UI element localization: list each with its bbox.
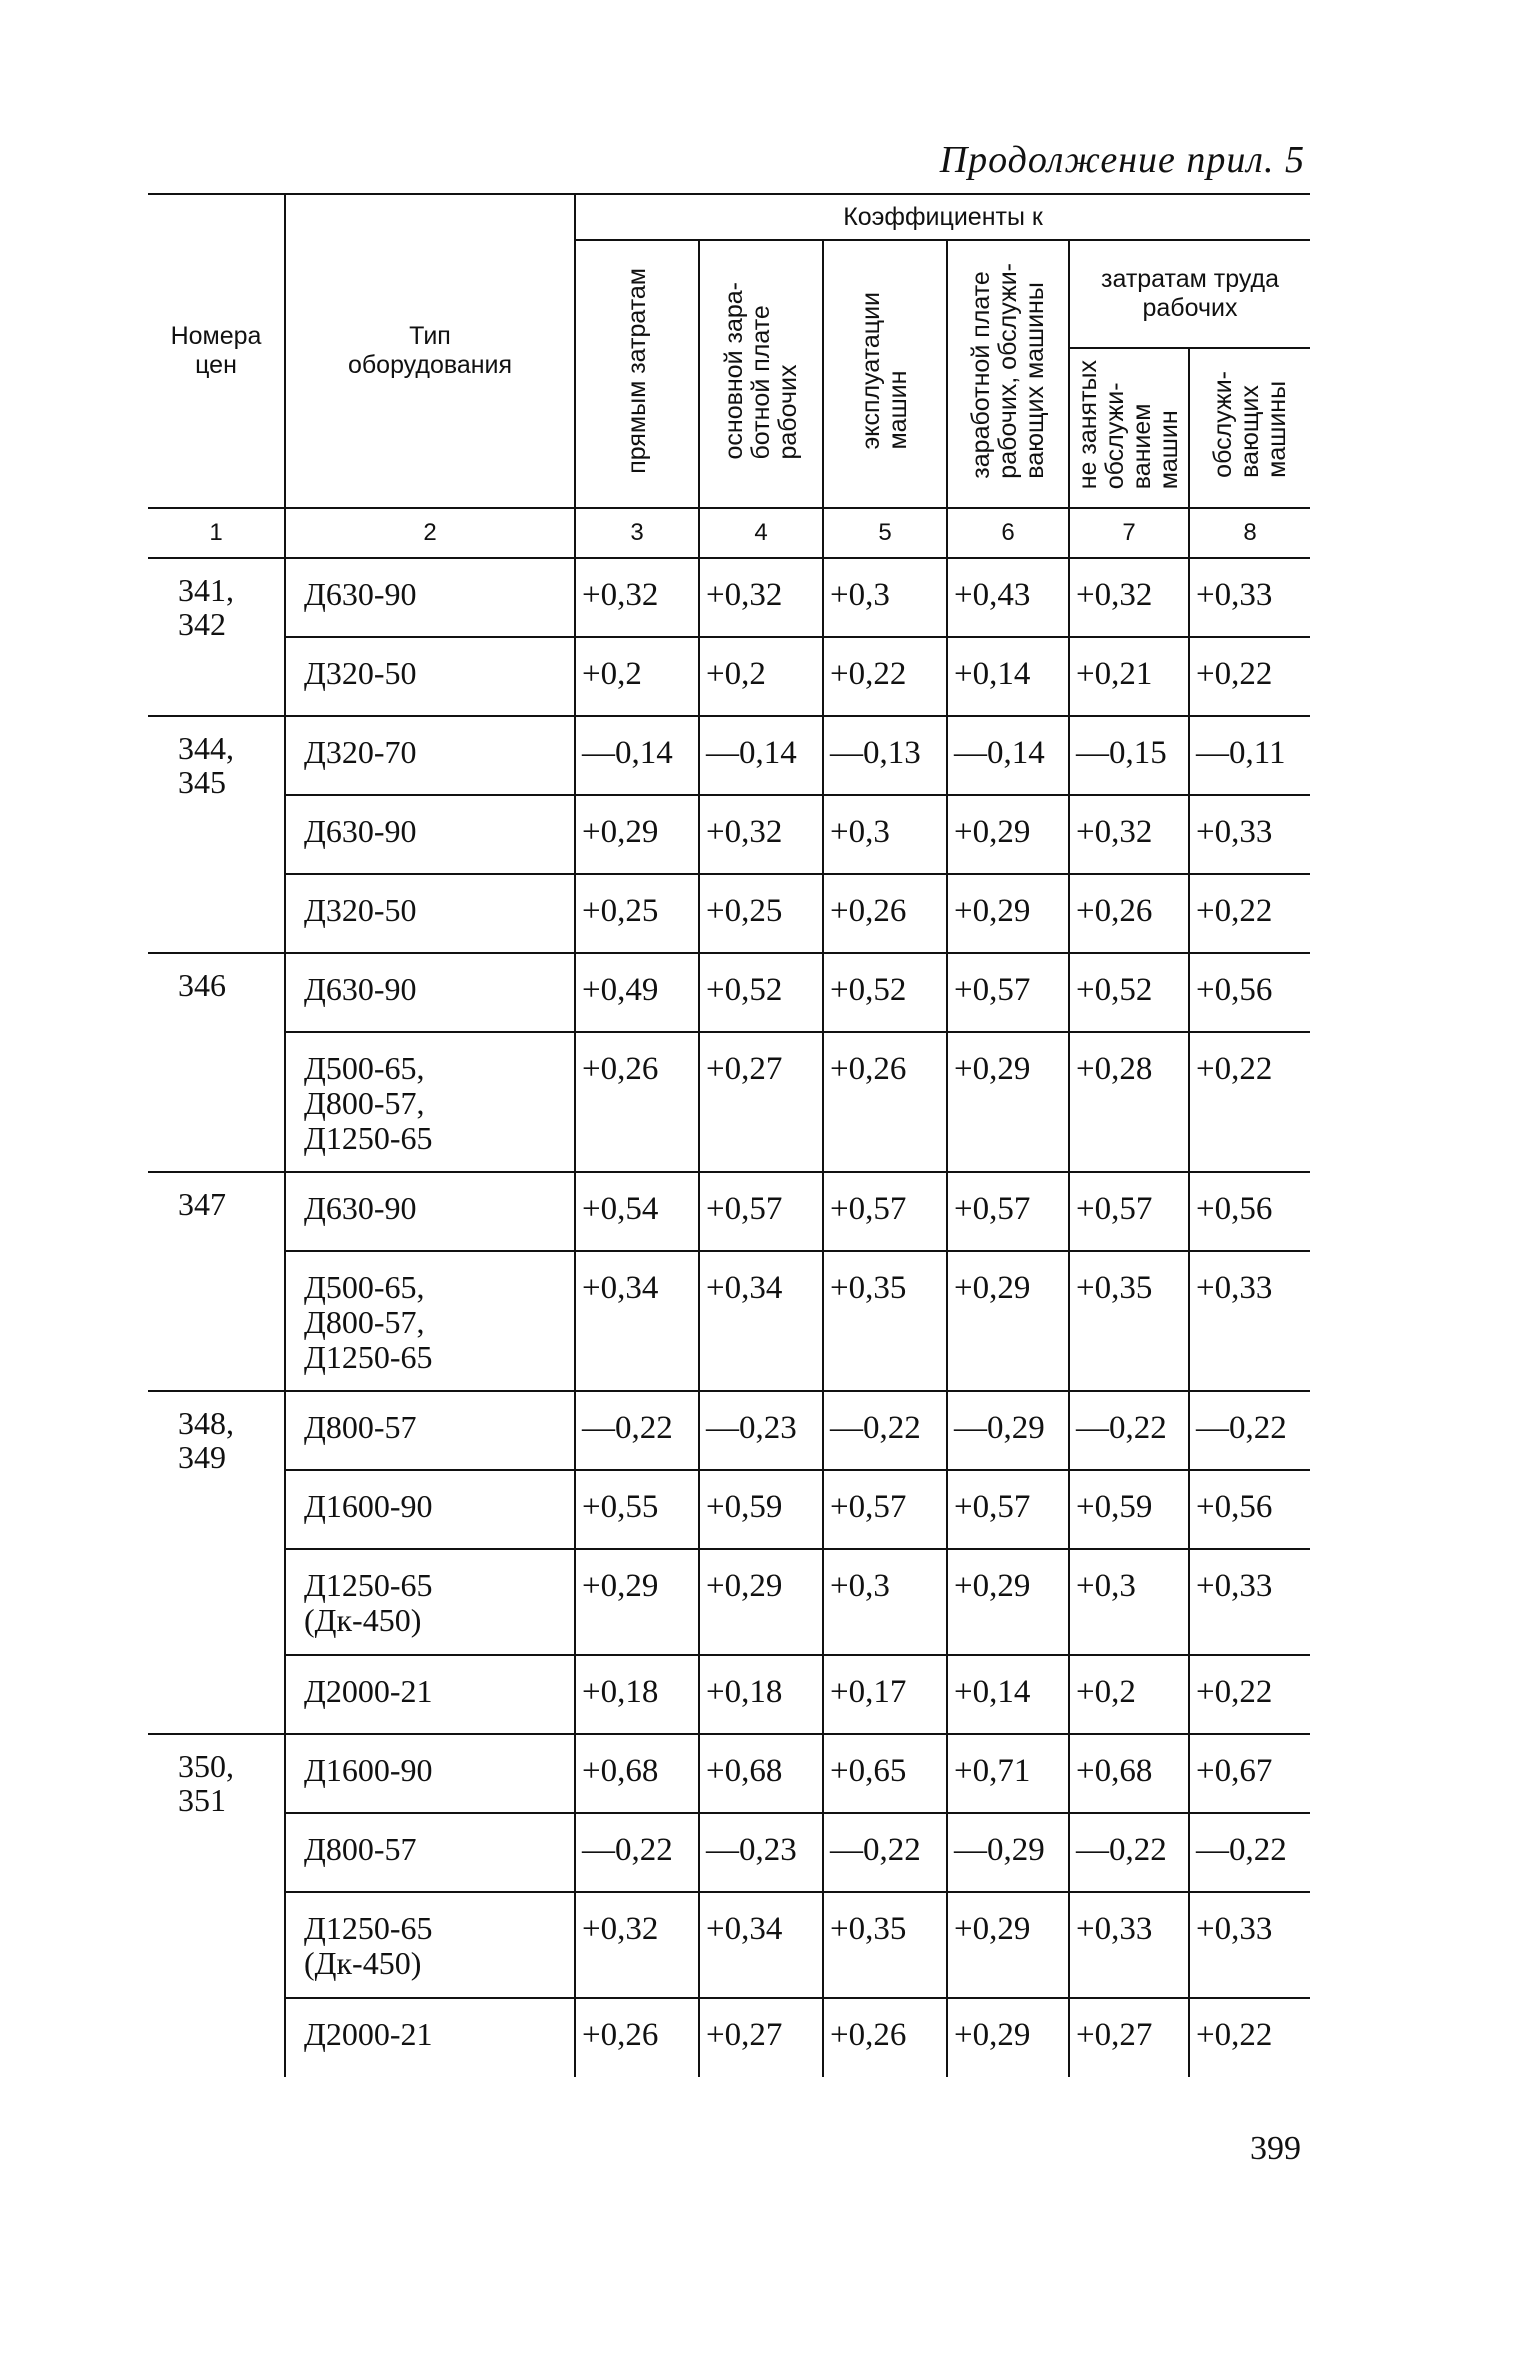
table-row	[148, 637, 1310, 716]
coefficient-value: —0,14	[575, 716, 699, 795]
column-number: 8	[1189, 508, 1310, 558]
coefficient-value: +0,34	[699, 1892, 823, 1998]
coefficient-value: +0,57	[947, 1470, 1069, 1549]
table-row	[148, 1172, 1310, 1251]
coefficient-value: +0,57	[823, 1470, 947, 1549]
coefficient-value: —0,22	[575, 1391, 699, 1470]
coefficient-value: +0,68	[699, 1734, 823, 1813]
coefficient-value: +0,57	[823, 1172, 947, 1251]
equipment-type: Д630-90	[285, 1172, 575, 1251]
equipment-type: Д1600-90	[285, 1470, 575, 1549]
coefficient-value: +0,22	[1189, 1998, 1310, 2077]
price-group-numbers: 344, 345	[148, 716, 285, 953]
coefficient-value: +0,52	[823, 953, 947, 1032]
coefficient-value: +0,56	[1189, 1172, 1310, 1251]
table-row	[148, 1391, 1310, 1470]
coefficient-value: +0,35	[1069, 1251, 1189, 1391]
coefficient-value: +0,22	[1189, 637, 1310, 716]
table-row	[148, 1032, 1310, 1172]
coefficient-value: +0,26	[823, 874, 947, 953]
coefficient-value: +0,29	[575, 795, 699, 874]
equipment-type: Д320-50	[285, 637, 575, 716]
coefficient-value: +0,59	[699, 1470, 823, 1549]
coefficient-value: +0,3	[823, 558, 947, 637]
coefficient-value: +0,26	[575, 1032, 699, 1172]
coefficient-value: +0,34	[575, 1251, 699, 1391]
coefficient-value: —0,15	[1069, 716, 1189, 795]
price-group-numbers: 348, 349	[148, 1391, 285, 1734]
table-row	[148, 1813, 1310, 1892]
coefficient-value: —0,23	[699, 1391, 823, 1470]
coefficient-value: —0,22	[575, 1813, 699, 1892]
coefficient-value: +0,14	[947, 637, 1069, 716]
coefficient-value: +0,52	[1069, 953, 1189, 1032]
coefficient-value: +0,27	[699, 1998, 823, 2077]
coefficient-value: +0,55	[575, 1470, 699, 1549]
coefficient-value: +0,33	[1189, 1549, 1310, 1655]
coefficient-value: —0,23	[699, 1813, 823, 1892]
column-number: 2	[285, 508, 575, 558]
coefficient-value: +0,18	[575, 1655, 699, 1734]
continuation-title: Продолжение прил. 5	[939, 139, 1305, 181]
coefficient-value: +0,22	[1189, 1032, 1310, 1172]
coefficient-value: —0,29	[947, 1813, 1069, 1892]
coefficient-value: +0,22	[823, 637, 947, 716]
coefficient-value: +0,25	[575, 874, 699, 953]
equipment-type: Д800-57	[285, 1813, 575, 1892]
equipment-type: Д320-70	[285, 716, 575, 795]
coefficient-value: —0,29	[947, 1391, 1069, 1470]
equipment-type: Д630-90	[285, 558, 575, 637]
coefficients-table	[148, 193, 1310, 2077]
header-labor: затратам труда рабочих	[1069, 240, 1310, 348]
coefficient-value: —0,14	[947, 716, 1069, 795]
price-group-numbers: 341, 342	[148, 558, 285, 716]
equipment-type: Д630-90	[285, 953, 575, 1032]
coefficient-value: +0,14	[947, 1655, 1069, 1734]
price-group-numbers: 346	[148, 953, 285, 1172]
coefficient-value: +0,32	[699, 558, 823, 637]
equipment-type: Д800-57	[285, 1391, 575, 1470]
coefficient-value: +0,22	[1189, 1655, 1310, 1734]
coefficient-value: +0,33	[1189, 1251, 1310, 1391]
coefficient-value: +0,49	[575, 953, 699, 1032]
coefficient-value: +0,32	[1069, 558, 1189, 637]
coefficient-value: +0,52	[699, 953, 823, 1032]
coefficient-value: +0,29	[947, 795, 1069, 874]
coefficient-value: +0,26	[1069, 874, 1189, 953]
header-col6: заработной плате рабочих, обслужи- вающих машины	[947, 240, 1069, 508]
header-col3: прямым затратам	[575, 240, 699, 508]
column-number: 3	[575, 508, 699, 558]
page-number: 399	[1250, 2130, 1301, 2167]
column-number: 6	[947, 508, 1069, 558]
coefficient-value: +0,26	[823, 1998, 947, 2077]
coefficient-value: +0,33	[1189, 558, 1310, 637]
coefficient-value: +0,2	[1069, 1655, 1189, 1734]
equipment-type: Д320-50	[285, 874, 575, 953]
header-group-numbers: Номера цен	[148, 194, 285, 508]
price-group-numbers: 347	[148, 1172, 285, 1391]
coefficient-value: +0,3	[1069, 1549, 1189, 1655]
table-row	[148, 1998, 1310, 2077]
coefficient-value: +0,33	[1189, 795, 1310, 874]
equipment-type: Д2000-21	[285, 1998, 575, 2077]
coefficient-value: +0,57	[1069, 1172, 1189, 1251]
coefficient-value: +0,25	[699, 874, 823, 953]
coefficient-value: +0,33	[1189, 1892, 1310, 1998]
header-col5: эксплуатации машин	[823, 240, 947, 508]
header-col4: основной зара- ботной плате рабочих	[699, 240, 823, 508]
table-row	[148, 953, 1310, 1032]
coefficient-value: +0,65	[823, 1734, 947, 1813]
coefficient-value: +0,56	[1189, 1470, 1310, 1549]
coefficient-value: +0,18	[699, 1655, 823, 1734]
coefficient-value: +0,32	[1069, 795, 1189, 874]
coefficient-value: —0,22	[1069, 1391, 1189, 1470]
coefficient-value: +0,29	[947, 1998, 1069, 2077]
coefficient-value: +0,68	[575, 1734, 699, 1813]
table-body	[148, 558, 1310, 2077]
equipment-type: Д500-65, Д800-57, Д1250-65	[285, 1251, 575, 1391]
coefficient-value: +0,32	[575, 558, 699, 637]
table-header	[148, 194, 1310, 558]
table-row	[148, 1470, 1310, 1549]
equipment-type: Д1600-90	[285, 1734, 575, 1813]
equipment-type: Д1250-65 (Дк-450)	[285, 1892, 575, 1998]
coefficient-value: +0,32	[699, 795, 823, 874]
table-row	[148, 1734, 1310, 1813]
coefficient-value: +0,17	[823, 1655, 947, 1734]
column-number: 7	[1069, 508, 1189, 558]
column-number: 5	[823, 508, 947, 558]
coefficient-value: —0,22	[823, 1391, 947, 1470]
coefficient-value: +0,29	[699, 1549, 823, 1655]
table-row	[148, 795, 1310, 874]
column-numbers-row	[148, 508, 1310, 558]
coefficient-value: +0,43	[947, 558, 1069, 637]
coefficient-value: +0,29	[947, 1549, 1069, 1655]
coefficient-value: —0,14	[699, 716, 823, 795]
coefficient-value: +0,29	[947, 1892, 1069, 1998]
coefficient-value: +0,27	[699, 1032, 823, 1172]
coefficient-value: +0,71	[947, 1734, 1069, 1813]
coefficient-value: +0,3	[823, 795, 947, 874]
coefficient-value: +0,21	[1069, 637, 1189, 716]
coefficient-value: —0,22	[1189, 1813, 1310, 1892]
coefficient-value: +0,34	[699, 1251, 823, 1391]
coefficient-value: +0,67	[1189, 1734, 1310, 1813]
coefficient-value: +0,68	[1069, 1734, 1189, 1813]
coefficient-value: +0,29	[575, 1549, 699, 1655]
equipment-type: Д500-65, Д800-57, Д1250-65	[285, 1032, 575, 1172]
column-number: 1	[148, 508, 285, 558]
equipment-type: Д2000-21	[285, 1655, 575, 1734]
coefficient-value: +0,26	[575, 1998, 699, 2077]
header-col8: обслужи- вающих машины	[1189, 348, 1310, 508]
coefficient-value: +0,32	[575, 1892, 699, 1998]
header-col7: не занятых обслужи- ванием машин	[1069, 348, 1189, 508]
coefficient-value: +0,29	[947, 1032, 1069, 1172]
coefficient-value: +0,22	[1189, 874, 1310, 953]
coefficient-value: +0,2	[699, 637, 823, 716]
table-row	[148, 1251, 1310, 1391]
coefficient-value: +0,54	[575, 1172, 699, 1251]
coefficient-value: —0,22	[1189, 1391, 1310, 1470]
equipment-type: Д1250-65 (Дк-450)	[285, 1549, 575, 1655]
coefficient-value: +0,56	[1189, 953, 1310, 1032]
table-row	[148, 874, 1310, 953]
coefficient-value: +0,28	[1069, 1032, 1189, 1172]
coefficient-value: +0,33	[1069, 1892, 1189, 1998]
coefficient-value: +0,57	[699, 1172, 823, 1251]
coefficient-value: +0,3	[823, 1549, 947, 1655]
header-equipment-type: Тип оборудования	[285, 194, 575, 508]
coefficient-value: +0,35	[823, 1251, 947, 1391]
coefficient-value: +0,2	[575, 637, 699, 716]
coefficient-value: +0,57	[947, 953, 1069, 1032]
coefficient-value: +0,27	[1069, 1998, 1189, 2077]
coefficient-value: +0,26	[823, 1032, 947, 1172]
equipment-type: Д630-90	[285, 795, 575, 874]
coefficient-value: —0,11	[1189, 716, 1310, 795]
table-row	[148, 1549, 1310, 1655]
table-row	[148, 1655, 1310, 1734]
coefficient-value: —0,22	[823, 1813, 947, 1892]
coefficient-value: +0,29	[947, 1251, 1069, 1391]
coefficient-value: +0,59	[1069, 1470, 1189, 1549]
coefficient-value: —0,13	[823, 716, 947, 795]
coefficient-value: —0,22	[1069, 1813, 1189, 1892]
column-number: 4	[699, 508, 823, 558]
coefficient-value: +0,29	[947, 874, 1069, 953]
table-row	[148, 716, 1310, 795]
header-coefficients: Коэффициенты к	[575, 194, 1310, 240]
coefficient-value: +0,57	[947, 1172, 1069, 1251]
price-group-numbers: 350, 351	[148, 1734, 285, 2077]
table-row	[148, 1892, 1310, 1998]
coefficient-value: +0,35	[823, 1892, 947, 1998]
table-row	[148, 558, 1310, 637]
